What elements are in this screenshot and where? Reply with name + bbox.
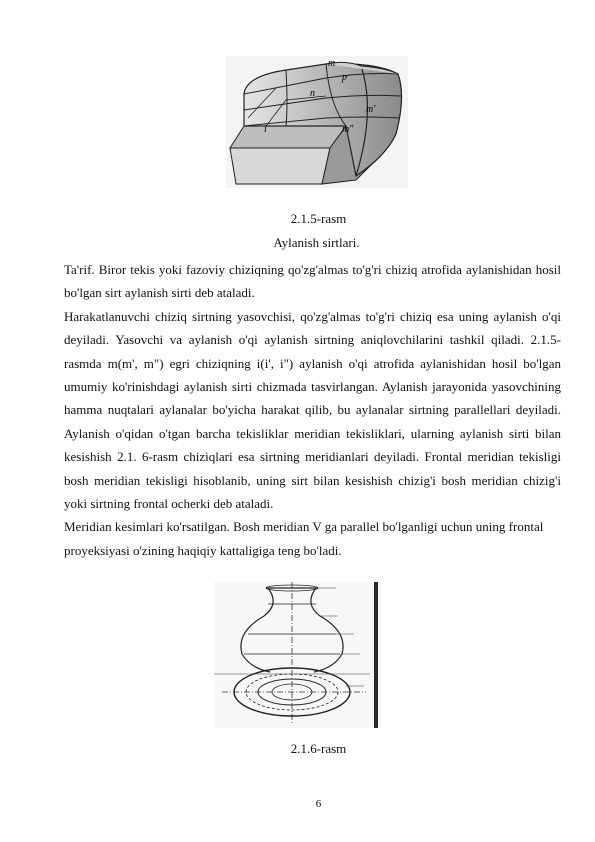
body-text xyxy=(64,258,561,562)
figure2-caption: 2.1.6-rasm xyxy=(290,741,347,756)
label-p: p xyxy=(342,72,347,83)
label-m-double: m" xyxy=(342,124,354,135)
paragraph: Harakatlanuvchi chiziq sirtning yasovchisi, qo'zg'almas to'g'ri chiziq esa uning aylanish o'qi deyiladi. Yasovchi va aylanish o'qi aylanish sirtning aniqlovchilarini tashkil qiladi. 2.1.5-rasmda m(m', m") egri chiziqning i(i', i") aylanish o'qi atrofida aylanishidan hosil bo'lgan umumiy ko'rinishdagi aylanish sirti chizmada tasvirlangan. Aylanish jarayonida yasovchining hamma nuqtalari aylanalar bo'yicha harakat qilib, bu aylanalar sirtning parallellari deyiladi. Aylanish o'qidan o'tgan barcha tekisliklar meridian tekisliklari, ularning aylanish sirti bilan kesishish 2.1. 6-rasm chiziqlari esa sirtning meridianlari deyiladi. Frontal meridian tekisligi bosh meridian tekisligi hisoblanib, uning sirt bilan kesishish chizig'i bosh meridian chizig'i yoki sirtning frontal ocherki deb ataladi. xyxy=(64,308,561,512)
label-n: n xyxy=(310,88,315,99)
label-m-prime: m' xyxy=(366,104,376,115)
paragraph: Meridian kesimlari ko'rsatilgan. Bosh meridian V ga parallel bo'lganligi uchun uning frontal proyeksiyasi o'zining haqiqiy kattaligiga teng bo'ladi. xyxy=(64,519,544,558)
label-i: i xyxy=(264,124,267,135)
figure1-subtitle: Aylanish sirtlari. xyxy=(273,235,360,250)
figure-vase-projections xyxy=(214,582,382,728)
figure1-caption: 2.1.5-rasm xyxy=(290,211,347,226)
surface-of-revolution-drawing-icon xyxy=(226,56,408,188)
paragraph: Ta'rif. Biror tekis yoki fazoviy chiziqning qo'zg'almas to'g'ri chiziq atrofida aylanishidan hosil bo'lgan sirt aylanish sirti deb ataladi. xyxy=(64,262,561,301)
label-m: m xyxy=(328,58,336,69)
page-number: 6 xyxy=(315,798,322,810)
vase-surface-projection-drawing-icon xyxy=(214,582,382,728)
figure-surface-of-revolution xyxy=(226,56,408,188)
